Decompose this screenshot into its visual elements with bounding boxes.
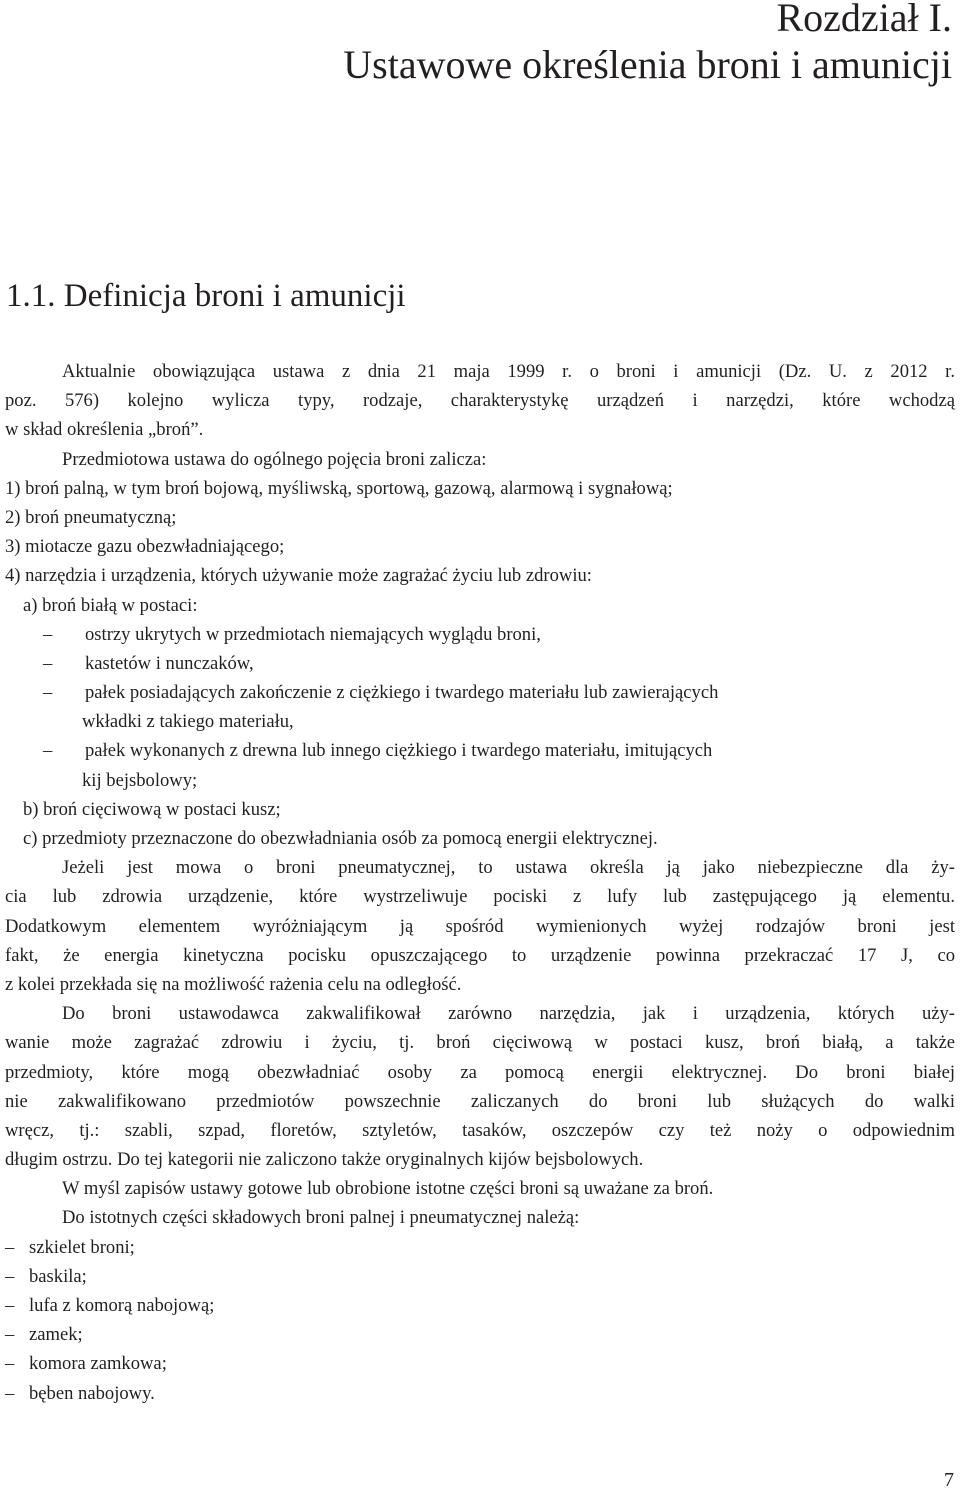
dash-item-text: pałek posiadających zakończenie z ciężkiego i twardego materiału lub zawierających <box>85 682 719 704</box>
page-number: 7 <box>944 1469 954 1491</box>
dash-item-text: ostrzy ukrytych w przedmiotach niemających wyglądu broni, <box>85 623 541 645</box>
dash-item-text: kastetów i nunczaków, <box>85 652 254 674</box>
intro-line: poz. 576) kolejno wylicza typy, rodzaje, charakterystykę urządzeń i narzędzi, które wchodzą <box>5 390 955 412</box>
dash-item-continuation: wkładki z takiego materiału, <box>82 711 294 733</box>
paragraph-line: długim ostrzu. Do tej kategorii nie zaliczono także oryginalnych kijów bejsbolowych. <box>5 1149 644 1171</box>
dash-marker: – <box>5 1382 15 1404</box>
part-item-text: komora zamkowa; <box>29 1353 167 1375</box>
part-item-text: zamek; <box>29 1324 83 1346</box>
dash-marker: – <box>43 682 53 704</box>
part-item <box>5 1262 955 1291</box>
paragraph-line: fakt, że energia kinetyczna pocisku opuszczającego to urządzenie powinna przekraczać 17 J, co <box>5 944 955 966</box>
part-item <box>5 1379 955 1408</box>
part-item <box>5 1349 955 1378</box>
paragraph-line: nie zakwalifikowano przedmiotów powszechnie zaliczanych do broni lub służących do walki <box>5 1090 955 1112</box>
body-text <box>5 357 955 1408</box>
paragraph-line: przedmioty, które mogą obezwładniać osoby za pomocą energii elektrycznej. Do broni białej <box>5 1061 955 1083</box>
paragraph-line: Do istotnych części składowych broni palnej i pneumatycznej należą: <box>62 1207 580 1229</box>
chapter-title: Ustawowe określenia broni i amunicji <box>343 42 952 87</box>
dash-marker: – <box>5 1324 15 1346</box>
paragraph-line: W myśl zapisów ustawy gotowe lub obrobione istotne części broni są uważane za broń. <box>62 1178 714 1200</box>
dash-marker: – <box>43 652 53 674</box>
dash-item-continuation: kij bejsbolowy; <box>82 769 198 791</box>
part-item-text: szkielet broni; <box>29 1236 135 1258</box>
chapter-number: Rozdział I. <box>776 0 952 40</box>
dash-marker: – <box>5 1236 15 1258</box>
paragraph-line: Do broni ustawodawca zakwalifikował zarówno narzędzia, jak i urządzenia, których uży- <box>62 1003 955 1025</box>
part-item <box>5 1291 955 1320</box>
sublist-item: b) broń cięciwową w postaci kusz; <box>23 798 281 820</box>
dash-marker: – <box>5 1295 15 1316</box>
list-intro: Przedmiotowa ustawa do ogólnego pojęcia broni zalicza: <box>62 448 487 470</box>
section-title: 1.1. Definicja broni i amunicji <box>6 278 406 314</box>
part-item-text: bęben nabojowy. <box>29 1382 155 1404</box>
dash-marker: – <box>5 1353 15 1375</box>
sublist-item: c) przedmioty przeznaczone do obezwładniania osób za pomocą energii elektrycznej. <box>23 828 658 849</box>
paragraph-line: Jeżeli jest mowa o broni pneumatycznej, to ustawa określa ją jako niebezpieczne dla ży- <box>62 857 955 879</box>
dash-item <box>5 649 955 678</box>
part-item <box>5 1320 955 1349</box>
part-item-text: lufa z komorą nabojową; <box>29 1295 215 1316</box>
part-item-text: baskila; <box>29 1265 87 1287</box>
chapter-heading <box>343 0 952 92</box>
list-item: 1) broń palną, w tym broń bojową, myśliwską, sportową, gazową, alarmową i sygnałową; <box>5 477 673 499</box>
list-item: 4) narzędzia i urządzenia, których używanie może zagrażać życiu lub zdrowiu: <box>5 565 592 587</box>
intro-line: Aktualnie obowiązująca ustawa z dnia 21 maja 1999 r. o broni i amunicji (Dz. U. z 2012 r. <box>62 361 955 382</box>
paragraph-line: wanie może zagrażać zdrowiu i życiu, tj. broń cięciwową w postaci kusz, broń białą, a także <box>5 1032 955 1054</box>
dash-item-text: pałek wykonanych z drewna lub innego ciężkiego i twardego materiału, imitujących <box>85 740 713 762</box>
list-item: 3) miotacze gazu obezwładniającego; <box>5 536 285 558</box>
paragraph-line: Dodatkowym elementem wyróżniającym ją spośród wymienionych wyżej rodzajów broni jest <box>5 915 955 937</box>
paragraph-line: z kolei przekłada się na możliwość rażenia celu na odległość. <box>5 973 462 995</box>
paragraph-line: wręcz, tj.: szabli, szpad, floretów, sztyletów, tasaków, oszczepów czy też noży o odpowiednim <box>5 1119 955 1141</box>
dash-marker: – <box>43 740 53 762</box>
dash-item <box>5 678 955 707</box>
dash-marker: – <box>43 623 53 645</box>
part-item <box>5 1233 955 1262</box>
dash-item <box>5 620 955 649</box>
paragraph-line: cia lub zdrowia urządzenie, które wystrzeliwuje pociski z lufy lub zastępującego ją elementu. <box>5 886 955 908</box>
list-item: 2) broń pneumatyczną; <box>5 506 177 528</box>
dash-marker: – <box>5 1265 15 1287</box>
dash-item <box>5 736 955 765</box>
sublist-item: a) broń białą w postaci: <box>23 594 198 616</box>
intro-line: w skład określenia „broń”. <box>5 419 204 441</box>
